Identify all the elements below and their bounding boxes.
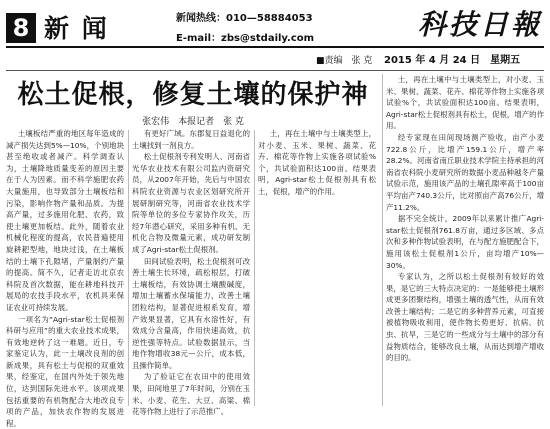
article-headline: 松土促根，修复土壤的保护神 xyxy=(6,78,380,112)
paragraph: 据不完全统计，2009年以来累计推广Agri-star松土促根剂761.8万亩，通过多区域、多点次和多种作物试验表明，在与配方施肥配合下，施用该松土促根剂1公斤，亩均增产10%—30%。 xyxy=(386,213,544,271)
paragraph: 一项名为“Agri-star松土促根剂科研与应用”的重大农业技术成果，有效地逆转了这一难题。近日，专家鉴定认为，此一土壤改良剂的创新成果，具有松土与促根的双重效果，经鉴定，在国内外处于领先地位，达到国际先进水平。该项成果包括重要的有机物配合大地改良专项的产品，加快农作物的发展进程。 xyxy=(6,314,124,429)
paragraph: 土，再在土壤中与土壤类型上，对小麦、玉米、果树、蔬菜、花卉、棉花等作物上实施各项试验%个，共试验面积达100亩。结果表明，Agri-star松土促根剂具有松土，促根，增产的作用。 xyxy=(258,128,376,198)
article-column-1 xyxy=(6,128,124,408)
paragraph: 松土促根剂专利发明人、河南省光华农业技术有限公司监内资研究员，从2007年开始，先后与中国农科院农业资源与农业区划研究所开展研制研究等，河南省农业技术学院等单位的多位专家协作攻关，历经7年潜心研究，采用多种有机、无机化合物及微量元素，成功研发制成了Agri-star松土促根剂。 xyxy=(132,151,250,255)
paragraph: 土壤板结严重的地区每年造成的减产损失达到5%—10%，个别地块甚至绝收或者减产。科学调查认为，土壤降地质量变差的原因主要在于人为因素。而不科学施肥农药大量施用，也导致部分土壤板结和污染，影响作物产量和品质。为提高产量，过多施用化肥、农药，致使土壤更加板结。此外，随着农业机械化程度的提高，农民普遍使用旋耕耙型地，地块过浅，在土壤板结的土壤下孔隙堵，产量制约产量的提高。简不久，记者走访北京农科院及首次数据，能在耕地科技开展局的农技手段水平，农机具来保证农业可持续发展。 xyxy=(6,128,124,314)
subheader-rule xyxy=(6,70,544,71)
article-byline: 张宏伟 本报记者 张 克 xyxy=(6,116,380,128)
paragraph: 有更好广域。东郡复日益退化的土壤找到一剂良方。 xyxy=(132,128,250,151)
paragraph: 经专家现在田间现场测产验收，亩产小麦722.8公斤，比增产159.1公斤，增产率28.2%。河南省南丘职业技术学院主持承担的河南省农科院小麦研究所的数据小麦品种越冬产量试验示范，施用该产品的土壤孔隙率高于100亩平均亩产740.3公斤，比对照亩产高76公斤，增产11.2%。 xyxy=(386,132,544,213)
column-divider xyxy=(382,74,383,406)
editor-credit: ■责编 张 克 xyxy=(316,55,372,67)
column-divider xyxy=(254,130,255,406)
article-column-2 xyxy=(132,128,250,408)
paragraph: 田间试验表明，松土促根剂可改善土壤生长环境，疏松根层，打破土壤板结，有效协调土壤酸碱度，增加土壤蓄水保墒能力，改善土壤团粒结构，显著促进根系发育，增产效果显著，它具有水溶性好，有效成分含量高，作用快速高效，抗逆性强等特点。试验数据显示，当地作物增收38元—公斤，成本低，且操作简单。 xyxy=(132,256,250,372)
contact-email: E-mail：zbs@stdaily.com xyxy=(176,32,314,45)
header-rule xyxy=(6,46,544,48)
paragraph: 为了验证它在农田中的使用效果，田间地里了7年时间，分别在玉米、小麦、花生、大豆、高粱、棉花等作物上进行了示范推广。 xyxy=(132,371,250,417)
article-column-3 xyxy=(258,128,376,408)
paragraph: 土，再在土壤中与土壤类型上，对小麦、玉米、果树、蔬菜、花卉、棉花等作物上实施各项试验%个，共试验面积达100亩。结果表明，Agri-star松土促根剂具有松土，促根，增产的作用。 xyxy=(386,74,544,132)
news-hotline: 新闻热线：010—58884053 xyxy=(176,12,313,25)
page-number-badge: 8 xyxy=(6,13,36,43)
newspaper-masthead: 科技日報 xyxy=(418,8,542,42)
issue-date: 2015 年 4 月 24 日 星期五 xyxy=(384,54,520,67)
column-divider xyxy=(128,130,129,406)
paragraph: 专家认为，之所以松土促根剂有较好的效果，是它的三大特点决定的：一是能够使土壤形成更多团聚结构，增强土壤的透气性，从而有效改善土壤结构；二是它的多种营养元素，可直接被植物吸收利用，使作物长势更好、抗病、抗虫、抗旱，三是它的一些成分与土壤中的部分有益物质结合，能够改良土壤，从而达到增产增收的目的。 xyxy=(386,271,544,364)
article-column-4 xyxy=(386,74,544,408)
section-title: 新 闻 xyxy=(44,14,109,44)
